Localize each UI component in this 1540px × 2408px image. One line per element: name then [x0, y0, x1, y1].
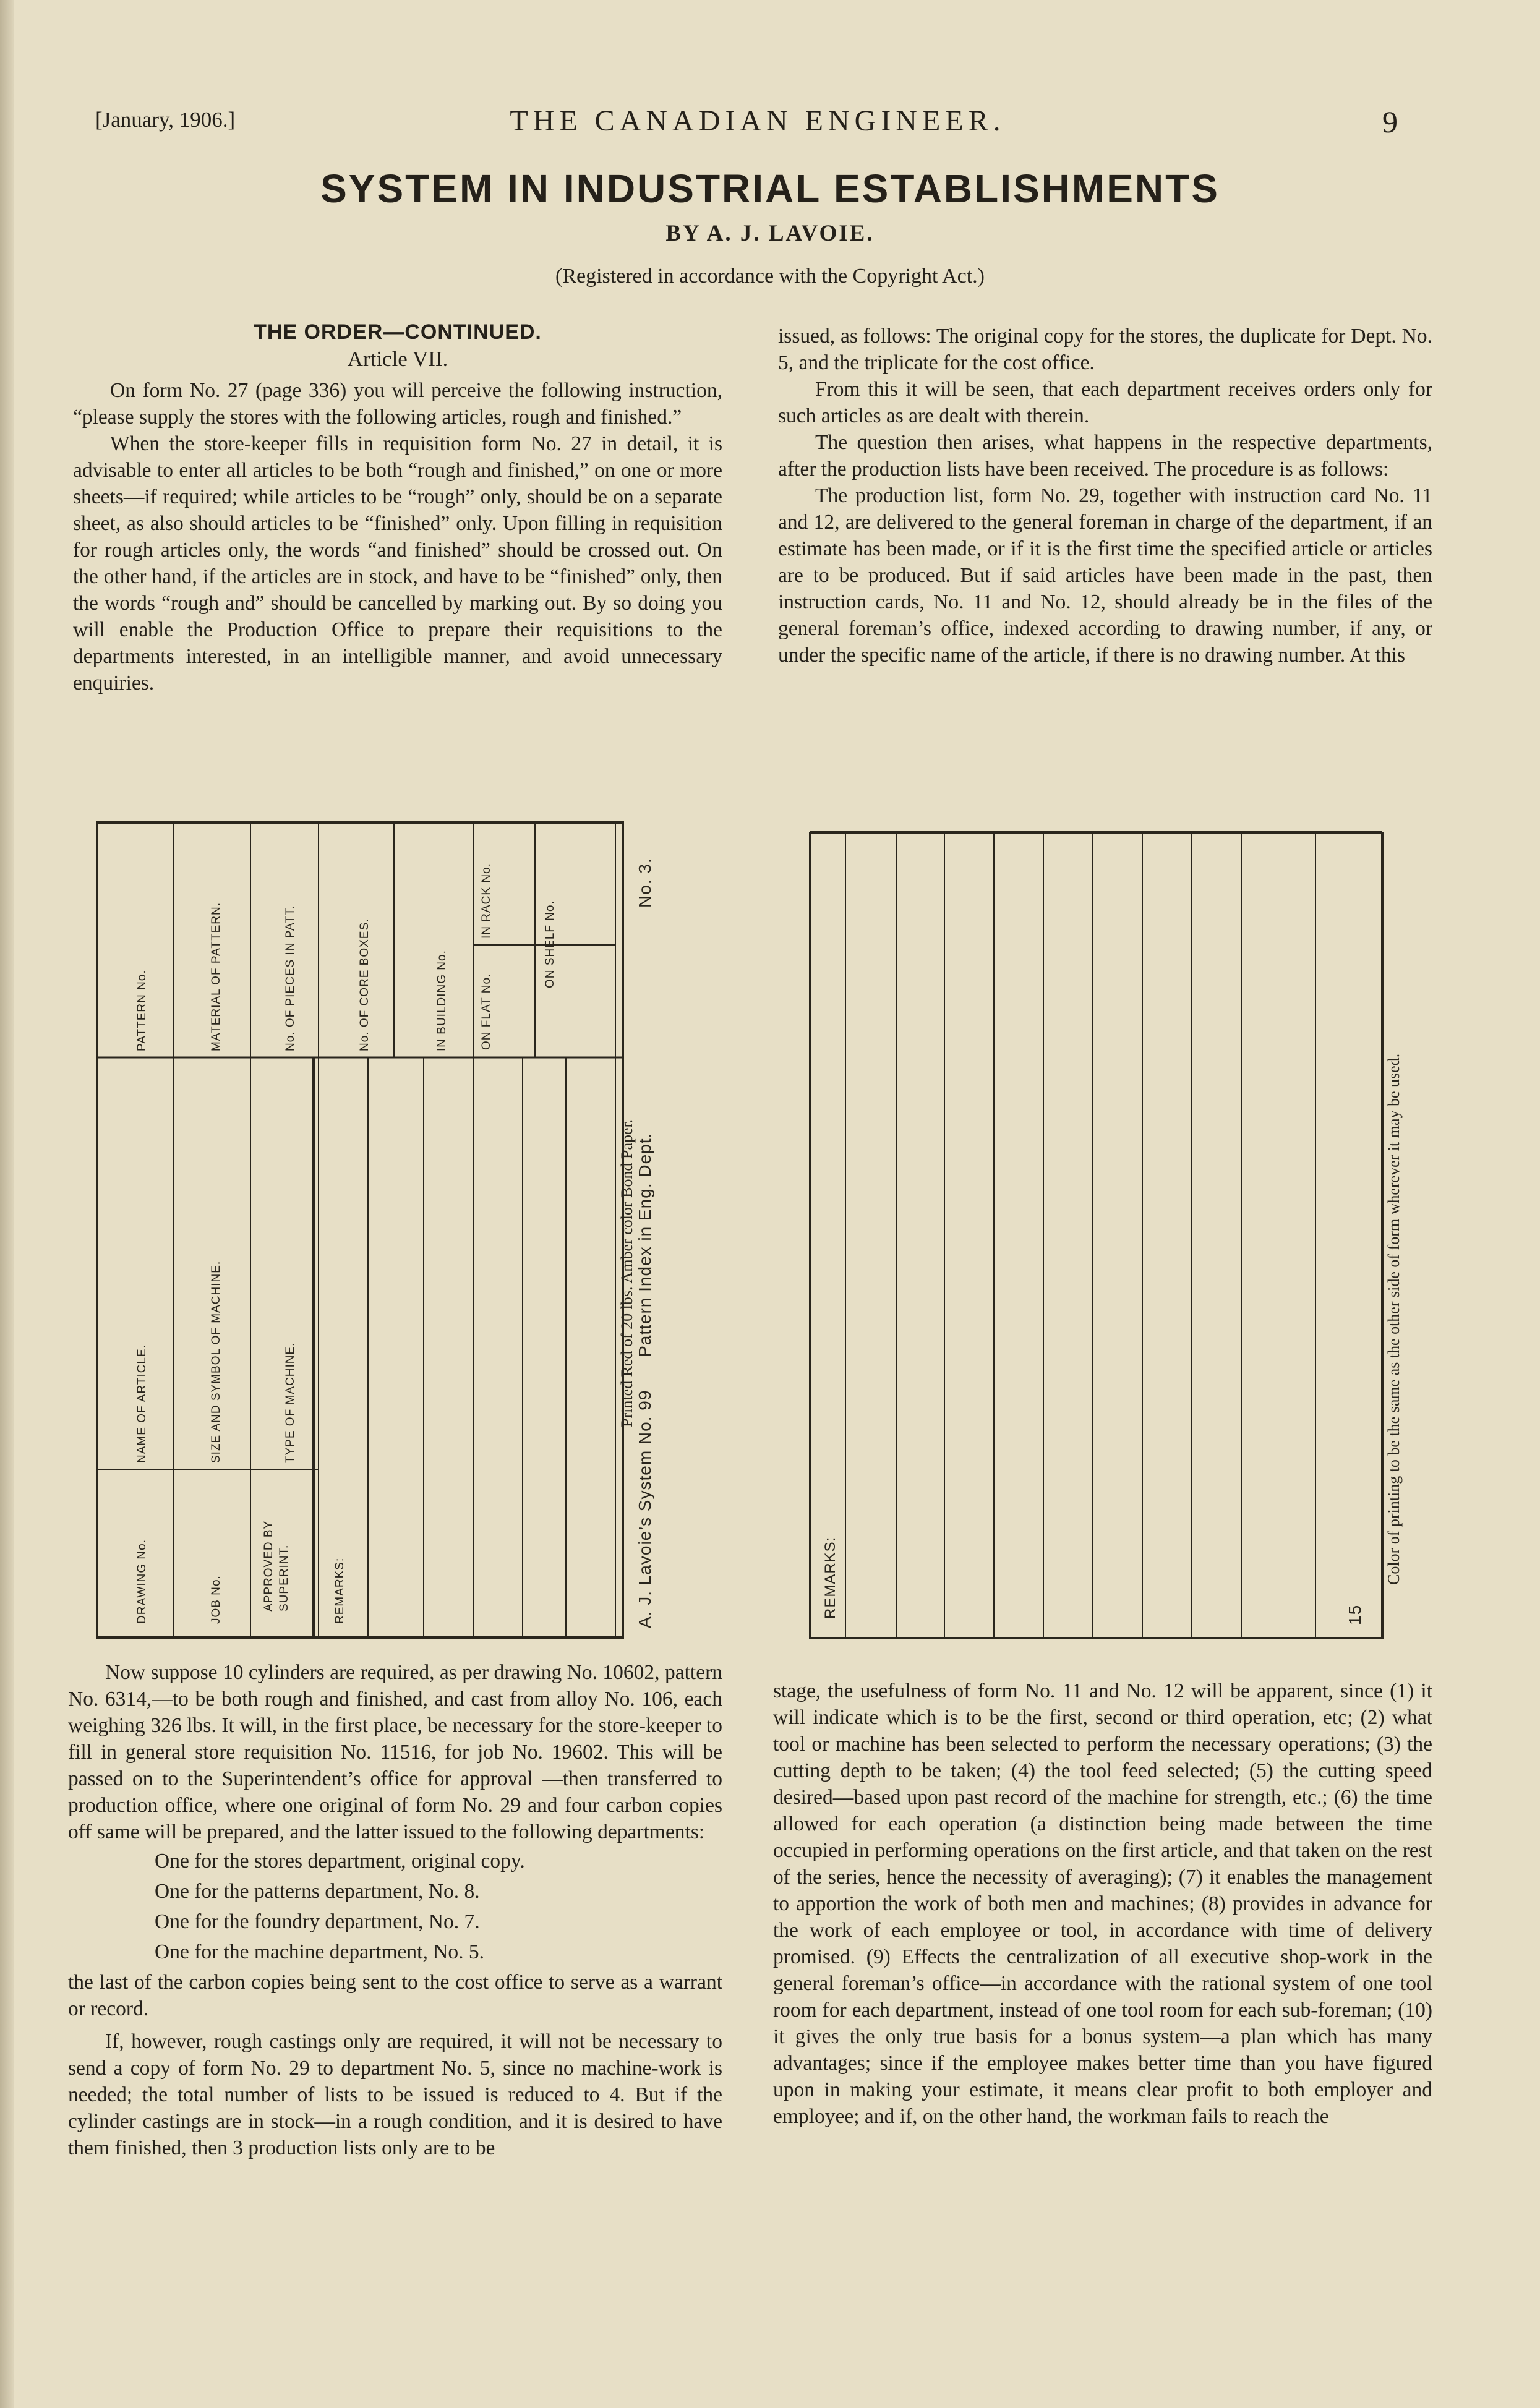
right-column-bottom — [773, 1678, 1432, 2130]
field-size-and-symbol: SIZE AND SYMBOL OF MACHINE. — [210, 1260, 223, 1463]
pattern-index-form — [96, 821, 665, 1639]
field-drawing-no: DRAWING No. — [135, 1539, 148, 1624]
field-flat-no: ON FLAT No. — [480, 973, 493, 1050]
remarks-form-number: 15 — [1345, 1604, 1364, 1625]
field-approved-by: APPROVED BY — [262, 1520, 275, 1612]
byline: BY A. J. LAVOIE. — [665, 221, 875, 246]
paragraph: Now suppose 10 cylinders are required, as per drawing No. 10602, pattern No. 6314,—to be both rough and finished, and cast from alloy No. 106, each weighing 326 lbs. It will, in the first place, be necessary for the store-keeper to fill in general store requisition No. 11516, for job No. 19602. This will be passed on to the Superintendent’s office for approval —then transferred to production office, where one original of form No. 29 and four carbon copies off same will be prepared, and the latter issued to the following departments: — [68, 1661, 722, 1843]
form-footer: A. J. Lavoie’s System No. 99 Pattern Index in Eng. Dept. — [635, 1132, 654, 1628]
journal-title: THE CANADIAN ENGINEER. — [510, 105, 1006, 137]
field-core-boxes: No. OF CORE BOXES. — [358, 918, 371, 1051]
paragraph: If, however, rough castings only are required, it will not be necessary to send a copy of form No. 29 to department No. 5, since no machine-work is needed; the total number of lists to be issued is reduced to 4. But if the cylinder castings are in stock—in a rough condition, and it is desired to have them finished, then 3 production lists only are to be — [68, 2030, 722, 2159]
right-column-top — [778, 323, 1432, 668]
copyright-note: (Registered in accordance with the Copyright Act.) — [555, 265, 985, 288]
side-note: Color of printing to be the same as the other side of form wherever it may be used. — [1385, 1053, 1403, 1585]
field-approved-superint: SUPERINT. — [278, 1544, 291, 1612]
paragraph: On form No. 27 (page 336) you will perceive the following instruction, “please supply the stores with the following articles, rough and finished.” — [73, 379, 722, 429]
printed-note: Printed Red of 20 lbs. Amber color Bond Paper. — [618, 1119, 636, 1427]
field-shelf-no: ON SHELF No. — [544, 900, 557, 988]
remarks-form — [801, 821, 1419, 1639]
paragraph: stage, the usefulness of form No. 11 and No. 12 will be apparent, since (1) it will indicate which is to be the first, second or third operation, etc; (2) what tool or machine has been selected to perform the necessary operations; (3) the cutting depth to be taken; (4) the tool feed selected; (5) the cutting speed desired—based upon past record of the machine for strength, etc.; (6) the time allowed for each operation (a distinction being made between the time occupied in performing operations on the first article, and that taken on the rest of the series, hence the necessity of averaging); (7) it enables the management to apportion the work of both men and machines; (8) provides in advance for the work of each employee or tool, in accordance with time of delivery promised. (9) Effects the centralization of all executive shop-work in the general foreman’s office—in accordance with the rational system of one tool room for each department, instead of one tool room for each sub-foreman; (10) it gives the only true basis for a bonus system—a plan which has many advantages; since if the employee makes better time than you have figured upon in making your estimate, it means clear profit to both employer and employee; and if, on the other hand, the workman fails to reach the — [773, 1680, 1432, 2128]
field-type-of-machine: TYPE OF MACHINE. — [284, 1342, 297, 1463]
paragraph: From this it will be seen, that each department receives orders only for such articles as are dealt with therein. — [778, 378, 1432, 427]
form-number: No. 3. — [635, 858, 654, 908]
field-job-no: JOB No. — [210, 1575, 223, 1624]
page-spine-shadow — [0, 0, 14, 2408]
field-material-of-pattern: MATERIAL OF PATTERN. — [210, 902, 223, 1051]
list-item: One for the foundry department, No. 7. — [155, 1910, 480, 1933]
remarks-label: REMARKS: — [822, 1536, 839, 1619]
field-remarks: REMARKS: — [333, 1557, 346, 1624]
paragraph: The production list, form No. 29, together with instruction card No. 11 and 12, are delivered to the general foreman in charge of the department, if an estimate has been made, or if it is the first time the specified article or articles are to be produced. But if said articles have been made in the past, then instruction cards, No. 11 and No. 12, should already be in the files of the general foreman’s office, indexed according to drawing number, if any, or under the specific name of the article, if there is no drawing number. At this — [778, 484, 1432, 667]
left-column-bottom — [68, 1659, 722, 2161]
field-building-no: IN BUILDING No. — [435, 950, 448, 1051]
field-rack-no: IN RACK No. — [480, 863, 493, 939]
left-column-top — [73, 319, 722, 696]
running-head — [93, 104, 1422, 141]
paragraph: The question then arises, what happens in the respective departments, after the production lists have been received. The procedure is as follows: — [778, 431, 1432, 480]
paragraph: issued, as follows: The original copy for the stores, the duplicate for Dept. No. 5, and the triplicate for the cost office. — [778, 325, 1432, 374]
issue-date: [January, 1906.] — [95, 108, 236, 132]
section-heading: THE ORDER—CONTINUED. — [254, 320, 542, 344]
field-pieces-in-pattern: No. OF PIECES IN PATT. — [284, 905, 297, 1051]
article-number: Article VII. — [347, 347, 448, 371]
field-pattern-no: PATTERN No. — [135, 970, 148, 1051]
list-item: One for the patterns department, No. 8. — [155, 1880, 480, 1903]
list-item: One for the stores department, original copy. — [155, 1850, 525, 1872]
paragraph: the last of the carbon copies being sent to the cost office to serve as a warrant or record. — [68, 1971, 722, 2020]
list-item: One for the machine department, No. 5. — [155, 1940, 485, 1963]
paragraph: When the store-keeper fills in requisition form No. 27 in detail, it is advisable to enter all articles to be both “rough and finished,” on one or more sheets—if required; while articles to be “rough” only, should be on a separate sheet, as also should articles to be “finished” only. Upon filling in requisition for rough articles only, the words “and finished” should be crossed out. On the other hand, if the articles are in stock, and have to be “finished” only, then the words “rough and” should be cancelled by marking out. By so doing you will enable the Production Office to prepare their requisitions to the departments interested, in an intelligible manner, and avoid unnecessary enquiries. — [73, 432, 722, 694]
field-name-of-article: NAME OF ARTICLE. — [135, 1344, 148, 1463]
article-title: SYSTEM IN INDUSTRIAL ESTABLISHMENTS — [320, 166, 1220, 211]
page-number: 9 — [1382, 105, 1398, 139]
